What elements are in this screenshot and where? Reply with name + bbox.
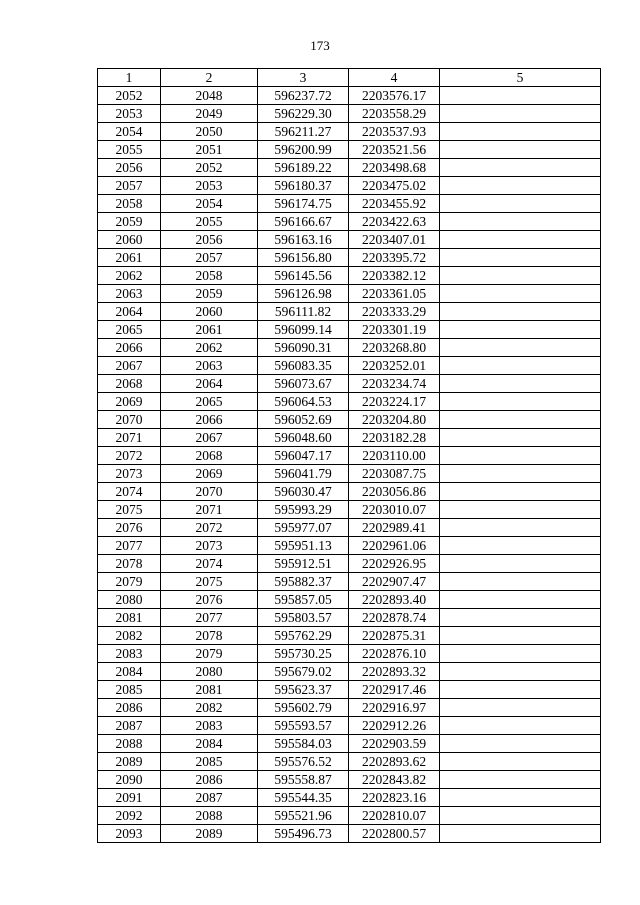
table-row xyxy=(98,123,601,141)
table-cell xyxy=(440,573,601,591)
table-row xyxy=(98,699,601,717)
table-cell: 2202916.97 xyxy=(349,699,440,717)
table-cell xyxy=(440,411,601,429)
table-cell: 2203407.01 xyxy=(349,231,440,249)
table-cell xyxy=(440,465,601,483)
table-cell: 2056 xyxy=(98,159,161,177)
table-cell: 2203576.17 xyxy=(349,87,440,105)
coordinates-table xyxy=(97,68,601,843)
table-cell: 596090.31 xyxy=(258,339,349,357)
table-cell: 596099.14 xyxy=(258,321,349,339)
table-cell: 2203395.72 xyxy=(349,249,440,267)
table-cell: 2203455.92 xyxy=(349,195,440,213)
column-header: 3 xyxy=(258,69,349,87)
table-cell: 2080 xyxy=(98,591,161,609)
table-cell: 2089 xyxy=(161,825,258,843)
table-cell xyxy=(440,627,601,645)
table-row xyxy=(98,483,601,501)
table-cell: 2060 xyxy=(161,303,258,321)
table-row xyxy=(98,393,601,411)
table-cell: 595521.96 xyxy=(258,807,349,825)
table-cell: 596030.47 xyxy=(258,483,349,501)
table-cell: 596237.72 xyxy=(258,87,349,105)
table-cell: 2048 xyxy=(161,87,258,105)
table-cell: 2067 xyxy=(98,357,161,375)
table-row xyxy=(98,303,601,321)
table-row xyxy=(98,591,601,609)
table-cell: 2203301.19 xyxy=(349,321,440,339)
table-cell: 2203361.05 xyxy=(349,285,440,303)
table-cell: 2071 xyxy=(161,501,258,519)
table-cell: 2202823.16 xyxy=(349,789,440,807)
table-cell xyxy=(440,735,601,753)
table-cell xyxy=(440,195,601,213)
table-header-row xyxy=(98,69,601,87)
table-cell: 596126.98 xyxy=(258,285,349,303)
table-cell: 2071 xyxy=(98,429,161,447)
table-cell: 2063 xyxy=(161,357,258,375)
table-cell: 595623.37 xyxy=(258,681,349,699)
table-cell: 2081 xyxy=(161,681,258,699)
table-row xyxy=(98,789,601,807)
table-cell: 2065 xyxy=(161,393,258,411)
table-cell: 2090 xyxy=(98,771,161,789)
table-cell: 2076 xyxy=(98,519,161,537)
table-row xyxy=(98,447,601,465)
table-cell: 2077 xyxy=(98,537,161,555)
table-cell: 2093 xyxy=(98,825,161,843)
table-cell: 2060 xyxy=(98,231,161,249)
table-cell: 2052 xyxy=(161,159,258,177)
table-cell: 2203056.86 xyxy=(349,483,440,501)
column-header: 4 xyxy=(349,69,440,87)
table-cell xyxy=(440,663,601,681)
table-row xyxy=(98,825,601,843)
table-cell: 596047.17 xyxy=(258,447,349,465)
table-cell: 2073 xyxy=(98,465,161,483)
table-cell: 2053 xyxy=(98,105,161,123)
table-cell: 595576.52 xyxy=(258,753,349,771)
table-cell xyxy=(440,267,601,285)
table-cell xyxy=(440,807,601,825)
table-cell: 2066 xyxy=(98,339,161,357)
table-row xyxy=(98,429,601,447)
table-cell: 2085 xyxy=(161,753,258,771)
table-row xyxy=(98,195,601,213)
table-cell xyxy=(440,771,601,789)
table-cell: 2089 xyxy=(98,753,161,771)
table-cell: 2202843.82 xyxy=(349,771,440,789)
table-row xyxy=(98,735,601,753)
table-cell xyxy=(440,717,601,735)
table-row xyxy=(98,285,601,303)
table-cell: 2073 xyxy=(161,537,258,555)
table-cell: 2076 xyxy=(161,591,258,609)
table-cell xyxy=(440,789,601,807)
table-cell: 2083 xyxy=(98,645,161,663)
table-cell xyxy=(440,591,601,609)
table-row xyxy=(98,555,601,573)
table-cell: 2202907.47 xyxy=(349,573,440,591)
table-cell xyxy=(440,447,601,465)
table-row xyxy=(98,465,601,483)
table-cell: 2203558.29 xyxy=(349,105,440,123)
table-cell xyxy=(440,825,601,843)
table-cell: 2054 xyxy=(98,123,161,141)
table-cell: 2057 xyxy=(98,177,161,195)
table-cell xyxy=(440,339,601,357)
table-row xyxy=(98,753,601,771)
table-cell: 595762.29 xyxy=(258,627,349,645)
table-cell: 2079 xyxy=(161,645,258,663)
table-cell: 2084 xyxy=(161,735,258,753)
table-row xyxy=(98,627,601,645)
table-cell: 596174.75 xyxy=(258,195,349,213)
table-cell xyxy=(440,393,601,411)
table-cell: 2203204.80 xyxy=(349,411,440,429)
table-row xyxy=(98,645,601,663)
table-cell xyxy=(440,519,601,537)
table-cell: 2088 xyxy=(161,807,258,825)
table-cell xyxy=(440,645,601,663)
table-cell: 595882.37 xyxy=(258,573,349,591)
table-row xyxy=(98,231,601,249)
table-cell: 2055 xyxy=(161,213,258,231)
table-cell xyxy=(440,105,601,123)
table-cell: 2202810.07 xyxy=(349,807,440,825)
table-cell: 595496.73 xyxy=(258,825,349,843)
table-cell xyxy=(440,681,601,699)
table-cell: 596211.27 xyxy=(258,123,349,141)
table-cell: 595679.02 xyxy=(258,663,349,681)
table-cell: 2203182.28 xyxy=(349,429,440,447)
table-row xyxy=(98,357,601,375)
table-cell: 2203010.07 xyxy=(349,501,440,519)
table-row xyxy=(98,141,601,159)
table-cell: 2051 xyxy=(161,141,258,159)
table-cell: 2203475.02 xyxy=(349,177,440,195)
table-cell: 2202961.06 xyxy=(349,537,440,555)
table-cell: 2086 xyxy=(98,699,161,717)
table-row xyxy=(98,87,601,105)
table-cell xyxy=(440,753,601,771)
table-cell xyxy=(440,87,601,105)
table-cell: 596041.79 xyxy=(258,465,349,483)
table-cell: 2056 xyxy=(161,231,258,249)
table-cell: 2074 xyxy=(98,483,161,501)
table-cell: 2085 xyxy=(98,681,161,699)
table-cell: 2052 xyxy=(98,87,161,105)
table-row xyxy=(98,807,601,825)
table-cell: 2068 xyxy=(161,447,258,465)
table-cell: 2050 xyxy=(161,123,258,141)
table-cell xyxy=(440,429,601,447)
table-cell: 2087 xyxy=(161,789,258,807)
column-header: 5 xyxy=(440,69,601,87)
table-cell: 596145.56 xyxy=(258,267,349,285)
table-cell: 2202893.32 xyxy=(349,663,440,681)
table-cell: 595544.35 xyxy=(258,789,349,807)
table-cell: 2072 xyxy=(98,447,161,465)
table-cell: 2057 xyxy=(161,249,258,267)
table-cell: 596052.69 xyxy=(258,411,349,429)
table-cell xyxy=(440,231,601,249)
column-header: 1 xyxy=(98,69,161,87)
table-cell: 2055 xyxy=(98,141,161,159)
table-cell: 2077 xyxy=(161,609,258,627)
table-cell: 596189.22 xyxy=(258,159,349,177)
table-row xyxy=(98,573,601,591)
table-cell: 2058 xyxy=(161,267,258,285)
table-cell xyxy=(440,159,601,177)
table-cell: 2072 xyxy=(161,519,258,537)
table-cell xyxy=(440,321,601,339)
table-cell xyxy=(440,141,601,159)
table-cell: 2065 xyxy=(98,321,161,339)
table-cell: 595803.57 xyxy=(258,609,349,627)
table-cell: 595912.51 xyxy=(258,555,349,573)
table-cell: 595857.05 xyxy=(258,591,349,609)
table-cell: 2202876.10 xyxy=(349,645,440,663)
table-cell xyxy=(440,699,601,717)
table-cell: 596163.16 xyxy=(258,231,349,249)
table-body xyxy=(98,87,601,843)
table-cell: 596180.37 xyxy=(258,177,349,195)
table-cell: 2059 xyxy=(98,213,161,231)
page-number: 173 xyxy=(310,38,330,53)
table-cell: 2203422.63 xyxy=(349,213,440,231)
table-cell xyxy=(440,537,601,555)
table-row xyxy=(98,159,601,177)
table-cell: 2203252.01 xyxy=(349,357,440,375)
table-cell xyxy=(440,303,601,321)
table-cell: 596083.35 xyxy=(258,357,349,375)
table-cell: 2082 xyxy=(98,627,161,645)
table-cell: 2086 xyxy=(161,771,258,789)
table-cell: 2062 xyxy=(98,267,161,285)
table-row xyxy=(98,411,601,429)
table-row xyxy=(98,501,601,519)
table-cell: 595977.07 xyxy=(258,519,349,537)
table-cell: 595602.79 xyxy=(258,699,349,717)
table-cell xyxy=(440,249,601,267)
table-cell: 595993.29 xyxy=(258,501,349,519)
table-cell: 2084 xyxy=(98,663,161,681)
table-cell: 2203333.29 xyxy=(349,303,440,321)
table-cell xyxy=(440,357,601,375)
table-cell: 2203537.93 xyxy=(349,123,440,141)
table-cell xyxy=(440,285,601,303)
table-cell: 2080 xyxy=(161,663,258,681)
table-cell: 2202875.31 xyxy=(349,627,440,645)
table-cell: 2069 xyxy=(98,393,161,411)
table-cell: 595951.13 xyxy=(258,537,349,555)
table-cell: 2202800.57 xyxy=(349,825,440,843)
table-cell: 595730.25 xyxy=(258,645,349,663)
table-cell: 2203224.17 xyxy=(349,393,440,411)
table-cell: 2066 xyxy=(161,411,258,429)
table-cell: 596156.80 xyxy=(258,249,349,267)
table-cell: 2049 xyxy=(161,105,258,123)
table-cell: 2202893.62 xyxy=(349,753,440,771)
table-row xyxy=(98,177,601,195)
table-row xyxy=(98,267,601,285)
table-cell: 2203498.68 xyxy=(349,159,440,177)
table-cell xyxy=(440,501,601,519)
table-cell: 596048.60 xyxy=(258,429,349,447)
table-cell: 2202903.59 xyxy=(349,735,440,753)
table-cell: 2070 xyxy=(161,483,258,501)
table-cell: 2203268.80 xyxy=(349,339,440,357)
table-cell xyxy=(440,609,601,627)
table-cell: 596064.53 xyxy=(258,393,349,411)
table-cell: 595584.03 xyxy=(258,735,349,753)
table-cell: 2082 xyxy=(161,699,258,717)
table-cell: 2059 xyxy=(161,285,258,303)
table-cell: 2068 xyxy=(98,375,161,393)
table-cell: 2203521.56 xyxy=(349,141,440,159)
table-cell: 2202878.74 xyxy=(349,609,440,627)
table-cell: 2203087.75 xyxy=(349,465,440,483)
table-cell xyxy=(440,555,601,573)
table-cell: 2070 xyxy=(98,411,161,429)
table-row xyxy=(98,519,601,537)
table-cell: 2078 xyxy=(161,627,258,645)
table-cell xyxy=(440,375,601,393)
table-cell: 596200.99 xyxy=(258,141,349,159)
table-cell: 2061 xyxy=(98,249,161,267)
table-cell: 2063 xyxy=(98,285,161,303)
table-cell: 2058 xyxy=(98,195,161,213)
table-cell: 596073.67 xyxy=(258,375,349,393)
table-cell: 2062 xyxy=(161,339,258,357)
table-cell: 2203234.74 xyxy=(349,375,440,393)
table-cell: 2091 xyxy=(98,789,161,807)
table-cell: 596111.82 xyxy=(258,303,349,321)
table-cell: 2075 xyxy=(161,573,258,591)
column-header: 2 xyxy=(161,69,258,87)
table-cell: 2069 xyxy=(161,465,258,483)
table-row xyxy=(98,339,601,357)
table-cell: 2092 xyxy=(98,807,161,825)
table-row xyxy=(98,321,601,339)
table-cell: 2202917.46 xyxy=(349,681,440,699)
table-cell: 595593.57 xyxy=(258,717,349,735)
table-cell: 2067 xyxy=(161,429,258,447)
table-cell: 2088 xyxy=(98,735,161,753)
table-row xyxy=(98,609,601,627)
table-row xyxy=(98,717,601,735)
table-cell: 2078 xyxy=(98,555,161,573)
table-cell: 2202989.41 xyxy=(349,519,440,537)
table-cell: 2061 xyxy=(161,321,258,339)
table-row xyxy=(98,213,601,231)
table-cell: 2087 xyxy=(98,717,161,735)
table-cell: 2083 xyxy=(161,717,258,735)
table-cell: 2203382.12 xyxy=(349,267,440,285)
table-cell xyxy=(440,483,601,501)
table-cell: 2053 xyxy=(161,177,258,195)
table-row xyxy=(98,249,601,267)
table-cell: 2081 xyxy=(98,609,161,627)
table-row xyxy=(98,105,601,123)
table-cell: 596166.67 xyxy=(258,213,349,231)
table-row xyxy=(98,375,601,393)
table-cell: 2202912.26 xyxy=(349,717,440,735)
table-row xyxy=(98,537,601,555)
table-cell: 595558.87 xyxy=(258,771,349,789)
table-cell: 2064 xyxy=(161,375,258,393)
table-cell: 2064 xyxy=(98,303,161,321)
table-row xyxy=(98,663,601,681)
table-cell: 2202926.95 xyxy=(349,555,440,573)
table-cell: 2054 xyxy=(161,195,258,213)
table-cell xyxy=(440,177,601,195)
table-cell: 2075 xyxy=(98,501,161,519)
table-cell xyxy=(440,123,601,141)
table-cell: 2079 xyxy=(98,573,161,591)
table-cell: 2203110.00 xyxy=(349,447,440,465)
table-row xyxy=(98,681,601,699)
table-cell: 2074 xyxy=(161,555,258,573)
table-cell: 2202893.40 xyxy=(349,591,440,609)
table-cell: 596229.30 xyxy=(258,105,349,123)
table-row xyxy=(98,771,601,789)
table-cell xyxy=(440,213,601,231)
